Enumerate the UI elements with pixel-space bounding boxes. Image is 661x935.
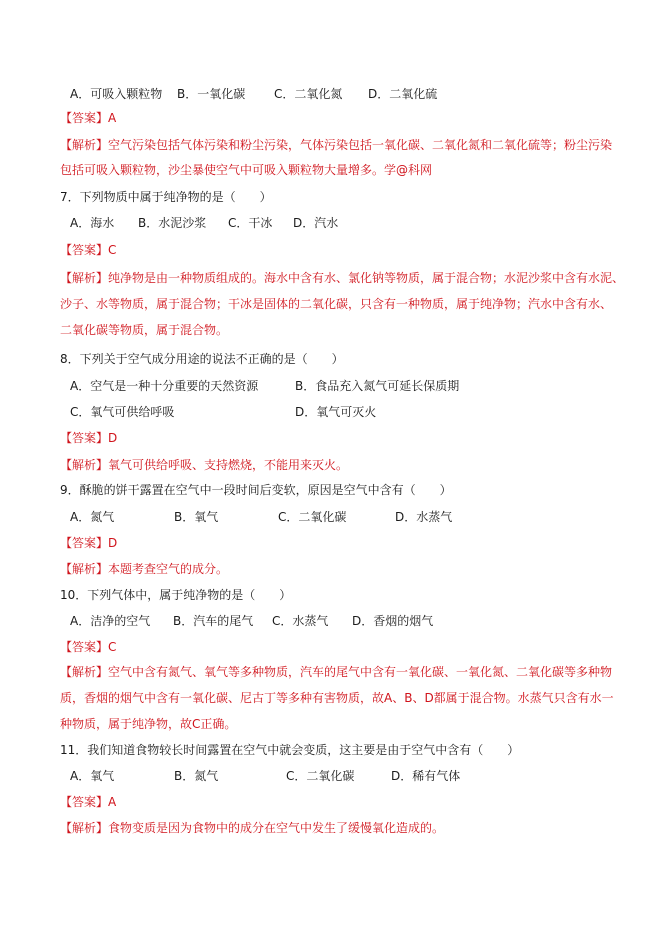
q10-answer: 【答案】C [60,640,117,654]
q7-option-d: D．汽水 [293,216,339,230]
q11-analysis-line-1: 【解析】食物变质是因为食物中的成分在空气中发生了缓慢氧化造成的。 [60,821,445,835]
q7-answer: 【答案】C [60,243,117,257]
q8-option-a: A．空气是一种十分重要的天然资源 [70,379,259,393]
q8-option-d: D．氧气可灭火 [295,405,377,419]
q7-analysis-line-3: 二氧化碳等物质，属于混合物。 [60,323,229,337]
q8-answer: 【答案】D [60,431,118,445]
q10-analysis-line-3: 种物质，属于纯净物，故C正确。 [60,717,237,731]
q6-option-d: D．二氧化硫 [368,87,438,101]
q8-option-b: B．食品充入氮气可延长保质期 [295,379,460,393]
q8-question: 8．下列关于空气成分用途的说法不正确的是（ ） [60,352,344,366]
q10-option-a: A．洁净的空气 [70,614,151,628]
q11-option-d: D．稀有气体 [391,769,461,783]
q7-option-a: A．海水 [70,216,115,230]
q11-option-a: A．氧气 [70,769,115,783]
q7-analysis-line-2: 沙子、水等物质，属于混合物；干冰是固体的二氧化碳，只含有一种物质，属于纯净物；汽水中含有水、 [60,297,613,311]
q10-analysis-line-1: 【解析】空气中含有氮气、氧气等多种物质，汽车的尾气中含有一氧化碳、一氧化氮、二氧化碳等多种物 [60,665,613,679]
q7-question: 7．下列物质中属于纯净物的是（ ） [60,190,272,204]
q6-answer: 【答案】A [60,111,117,125]
q10-option-b: B．汽车的尾气 [173,614,254,628]
q9-option-a: A．氮气 [70,510,115,524]
q6-analysis-line-1: 【解析】空气污染包括气体污染和粉尘污染，气体污染包括一氧化碳、二氧化氮和二氧化硫等；粉尘污染 [60,138,613,152]
q9-option-c: C．二氧化碳 [278,510,347,524]
q9-analysis-line-1: 【解析】本题考查空气的成分。 [60,562,229,576]
q10-analysis-line-2: 质，香烟的烟气中含有一氧化碳、尼古丁等多种有害物质，故A、B、D都属于混合物。水蒸气只含有水一 [60,691,614,705]
q9-answer: 【答案】D [60,536,118,550]
q7-option-c: C．干冰 [228,216,273,230]
q8-option-c: C．氧气可供给呼吸 [70,405,175,419]
q7-option-b: B．水泥沙浆 [138,216,207,230]
q11-option-b: B．氮气 [174,769,219,783]
q6-option-c: C．二氧化氮 [274,87,343,101]
q11-option-c: C．二氧化碳 [286,769,355,783]
q9-question: 9．酥脆的饼干露置在空气中一段时间后变软，原因是空气中含有（ ） [60,483,452,497]
q6-option-a: A．可吸入颗粒物 [70,87,163,101]
q6-analysis-line-2: 包括可吸入颗粒物，沙尘暴使空气中可吸入颗粒物大量增多。学@科网 [60,163,433,177]
q10-option-d: D．香烟的烟气 [352,614,434,628]
q10-question: 10．下列气体中，属于纯净物的是（ ） [60,588,292,602]
q6-option-b: B．一氧化碳 [177,87,246,101]
q8-analysis-line-1: 【解析】氧气可供给呼吸、支持燃烧，不能用来灭火。 [60,458,349,472]
q9-option-d: D．水蒸气 [395,510,453,524]
q11-answer: 【答案】A [60,795,117,809]
q11-question: 11．我们知道食物较长时间露置在空气中就会变质，这主要是由于空气中含有（ ） [60,743,520,757]
q7-analysis-line-1: 【解析】纯净物是由一种物质组成的。海水中含有水、氯化钠等物质，属于混合物；水泥沙浆中含有水泥、 [60,271,625,285]
q10-option-c: C．水蒸气 [272,614,329,628]
q9-option-b: B．氧气 [174,510,219,524]
